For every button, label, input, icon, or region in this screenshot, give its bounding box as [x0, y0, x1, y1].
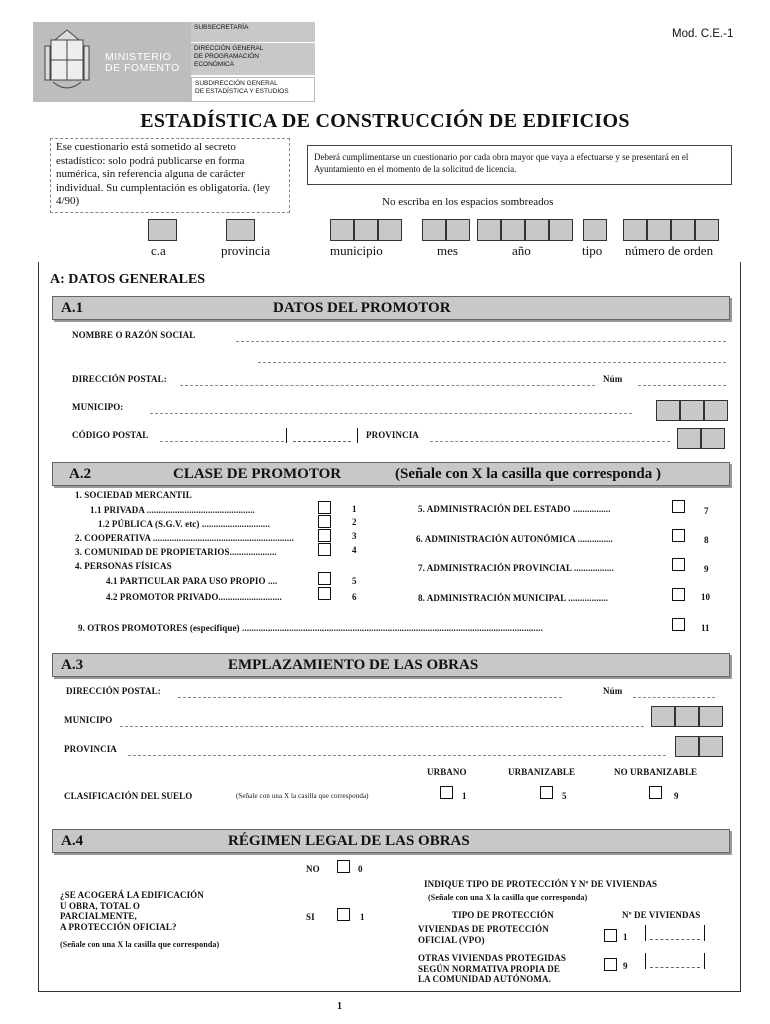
a2-title: CLASE DE PROMOTOR	[173, 466, 342, 482]
a4-otras-num: 9	[623, 961, 628, 971]
code-label-orden: número de orden	[625, 243, 714, 258]
a2-opt-num: 4	[352, 545, 357, 555]
a2-opt-label: 4.2 PROMOTOR PRIVADO...........................	[106, 592, 282, 602]
a4-indique-hint: (Señale con una X la casilla que corresponda)	[428, 893, 588, 902]
a1-cp-label: CÓDIGO POSTAL	[72, 430, 149, 440]
a4-vpo-viviendas-field[interactable]	[645, 925, 705, 941]
coat-of-arms-icon	[43, 26, 95, 98]
a4-indique: INDIQUE TIPO DE PROTECCIÓN Y Nº DE VIVIENDAS	[424, 879, 658, 889]
code-cell	[549, 219, 573, 241]
a2-opt-num: 10	[701, 592, 710, 602]
a2-opt-num: 3	[352, 531, 357, 541]
model-code: Mod. C.E.-1	[672, 28, 734, 40]
a2-checkbox-5[interactable]	[318, 572, 331, 585]
a4-nviv-header: Nº DE VIVIENDAS	[622, 910, 701, 920]
submission-notice: Deberá cumplimentarse un cuestionario por cada obra mayor que vaya a efectuarse y se presentará en el Ayuntamiento en el momento de la solicitud de licencia.	[307, 145, 732, 185]
code-cell	[699, 706, 723, 727]
a2-opt-num: 5	[352, 576, 357, 586]
a4-otras-viviendas-field[interactable]	[645, 953, 705, 969]
a4-vpo-label: VIVIENDAS DE PROTECCIÓN OFICIAL (VPO)	[418, 924, 549, 945]
a1-nombre-field-2[interactable]	[258, 362, 726, 363]
code-cell	[701, 428, 725, 449]
a3-urbanizable-num: 5	[562, 791, 567, 801]
a2-opt-num: 6	[352, 592, 357, 602]
a3-no-urbanizable-num: 9	[674, 791, 679, 801]
a1-municipio-field[interactable]	[150, 413, 632, 414]
a1-nombre-field[interactable]	[236, 341, 726, 342]
a2-opt-label: 4. PERSONAS FÍSICAS	[75, 561, 172, 571]
code-cell	[148, 219, 177, 241]
a3-title: EMPLAZAMIENTO DE LAS OBRAS	[228, 657, 479, 673]
code-label-provincia: provincia	[221, 243, 271, 258]
a2-checkbox-1[interactable]	[318, 501, 331, 514]
subsecretaria: SUBSECRETARÍA	[191, 22, 315, 42]
code-label-anio: año	[512, 243, 531, 258]
a3-header	[52, 653, 730, 677]
a1-direccion-label: DIRECCIÓN POSTAL:	[72, 374, 167, 384]
a3-provincia-field[interactable]	[128, 755, 666, 756]
code-cell	[477, 219, 501, 241]
page-title: ESTADÍSTICA DE CONSTRUCCIÓN DE EDIFICIOS	[140, 110, 630, 132]
a2-checkbox-11[interactable]	[672, 618, 685, 631]
a2-opt-label: 8. ADMINISTRACIÓN MUNICIPAL .................	[418, 593, 609, 603]
code-cell	[623, 219, 647, 241]
a2-hint: (Señale con X la casilla que corresponda )	[395, 466, 661, 482]
a4-otras-checkbox[interactable]	[604, 958, 617, 971]
a1-direccion-field[interactable]	[180, 385, 595, 386]
code-cell	[675, 706, 699, 727]
code-cell	[699, 736, 723, 757]
a4-code: A.4	[61, 833, 84, 849]
a3-urbano-label: URBANO	[427, 767, 467, 777]
a2-opt-num: 2	[352, 517, 357, 527]
code-cell	[671, 219, 695, 241]
a4-no-num: 0	[358, 864, 363, 874]
a3-no-urbanizable-checkbox[interactable]	[649, 786, 662, 799]
section-a-heading: A: DATOS GENERALES	[50, 272, 206, 287]
a1-cp-field[interactable]	[286, 428, 358, 443]
a2-opt-num: 1	[352, 504, 357, 514]
code-label-municipio: municipio	[330, 243, 383, 258]
a3-code: A.3	[61, 657, 84, 673]
code-cell	[647, 219, 671, 241]
a2-opt-label: 2. COOPERATIVA ............................................................	[75, 533, 294, 543]
code-cell	[677, 428, 701, 449]
a1-title: DATOS DEL PROMOTOR	[273, 300, 451, 316]
a3-municipio-field[interactable]	[120, 726, 644, 727]
a4-header	[52, 829, 730, 853]
a2-opt-label: 1.2 PÚBLICA (S.G.V. etc) .............................	[98, 519, 270, 529]
a3-clasificacion-hint: (Señale con una X la casilla que corresponda)	[236, 792, 369, 800]
a2-opt-label: 1.1 PRIVADA ..............................................	[90, 505, 255, 515]
a1-num-label: Núm	[603, 374, 623, 384]
a2-opt-num: 8	[704, 535, 709, 545]
code-cell	[525, 219, 549, 241]
code-label-mes: mes	[437, 243, 458, 258]
a1-nombre-label: NOMBRE O RAZÓN SOCIAL	[72, 330, 196, 340]
page-number: 1	[337, 1001, 342, 1012]
a1-cp-line	[160, 441, 284, 442]
code-cell	[354, 219, 378, 241]
code-cell	[501, 219, 525, 241]
a4-si-num: 1	[360, 912, 365, 922]
a2-checkbox-6[interactable]	[318, 587, 331, 600]
a2-opt-label: 4.1 PARTICULAR PARA USO PROPIO ....	[106, 576, 278, 586]
a3-urbanizable-checkbox[interactable]	[540, 786, 553, 799]
code-cell	[583, 219, 607, 241]
code-cell	[330, 219, 354, 241]
a2-checkbox-8[interactable]	[672, 529, 685, 542]
no-write-note: No escriba en los espacios sombreados	[382, 196, 554, 208]
a2-opt-label: 1. SOCIEDAD MERCANTIL	[75, 490, 192, 500]
a1-municipio-label: MUNICIPO:	[72, 402, 124, 412]
a4-no-checkbox[interactable]	[337, 860, 350, 873]
a2-opt-label: 7. ADMINISTRACIÓN PROVINCIAL .................	[418, 563, 614, 573]
subdireccion-general: SUBDIRECCIÓN GENERAL DE ESTADÍSTICA Y ESTUDIOS	[191, 77, 315, 102]
a2-code: A.2	[69, 466, 92, 482]
code-cell	[680, 400, 704, 421]
a3-urbano-checkbox[interactable]	[440, 786, 453, 799]
a2-checkbox-4[interactable]	[318, 543, 331, 556]
a3-clasificacion-label: CLASIFICACIÓN DEL SUELO	[64, 791, 193, 801]
a4-no-label: NO	[306, 864, 320, 874]
a2-otros-label: 9. OTROS PROMOTORES (especifique) ................................................................................................................................	[78, 623, 543, 633]
code-cell	[656, 400, 680, 421]
a2-checkbox-3[interactable]	[318, 529, 331, 542]
a3-num-label: Núm	[603, 686, 623, 696]
a2-opt-label: 5. ADMINISTRACIÓN DEL ESTADO ................	[418, 504, 611, 514]
a2-otros-num: 11	[701, 623, 710, 633]
code-cell	[651, 706, 675, 727]
code-cell	[226, 219, 255, 241]
code-cell	[695, 219, 719, 241]
code-cell	[378, 219, 402, 241]
code-cell	[704, 400, 728, 421]
a2-checkbox-9[interactable]	[672, 558, 685, 571]
code-cell	[446, 219, 470, 241]
a3-urbanizable-label: URBANIZABLE	[508, 767, 576, 777]
a4-title: RÉGIMEN LEGAL DE LAS OBRAS	[228, 833, 470, 849]
a1-provincia-label: PROVINCIA	[366, 430, 419, 440]
a2-opt-num: 7	[704, 506, 709, 516]
a4-question: ¿SE ACOGERÁ LA EDIFICACIÓN U OBRA, TOTAL O PARCIALMENTE, A PROTECCIÓN OFICIAL?	[60, 890, 204, 932]
a4-question-hint: (Señale con una X la casilla que corresponda)	[60, 940, 220, 949]
a2-header	[52, 462, 730, 486]
a3-num-field[interactable]	[633, 697, 715, 698]
a2-opt-label: 6. ADMINISTRACIÓN AUTONÓMICA ...............	[416, 534, 614, 544]
ministry-logo-block	[33, 22, 191, 102]
a3-urbano-num: 1	[462, 791, 467, 801]
a1-num-field[interactable]	[638, 385, 726, 386]
code-cell	[675, 736, 699, 757]
a3-municipio-label: MUNICIPO	[64, 715, 113, 725]
code-label-ca: c.a	[151, 243, 166, 258]
a2-checkbox-2[interactable]	[318, 515, 331, 528]
a4-si-checkbox[interactable]	[337, 908, 350, 921]
a2-checkbox-7[interactable]	[672, 500, 685, 513]
a1-provincia-field[interactable]	[430, 441, 670, 442]
confidentiality-notice: Ese cuestionario está sometido al secreto estadístico: solo podrá publicarse en forma numérica, sin referencia alguna de carácter individual. Su cumplentación es obligatoria. (ley 4/90)	[50, 138, 290, 213]
code-cell	[422, 219, 446, 241]
a4-otras-label: OTRAS VIVIENDAS PROTEGIDAS SEGÚN NORMATIVA PROPIA DE LA COMUNIDAD AUTÓNOMA.	[418, 953, 566, 984]
a2-opt-label: 3. COMUNIDAD DE PROPIETARIOS....................	[75, 547, 277, 557]
a1-header	[52, 296, 730, 320]
direccion-general: DIRECCIÓN GENERAL DE PROGRAMACIÓN ECONÓMICA	[191, 43, 315, 75]
department-block	[191, 22, 315, 102]
a4-tipo-header: TIPO DE PROTECCIÓN	[452, 910, 554, 920]
a3-direccion-field[interactable]	[178, 697, 562, 698]
code-label-tipo: tipo	[582, 243, 603, 258]
a4-vpo-checkbox[interactable]	[604, 929, 617, 942]
a3-provincia-label: PROVINCIA	[64, 744, 117, 754]
a3-no-urbanizable-label: NO URBANIZABLE	[614, 767, 698, 777]
ministry-name: MINISTERIO DE FOMENTO	[105, 51, 180, 74]
a4-si-label: SI	[306, 912, 315, 922]
a4-vpo-num: 1	[623, 932, 628, 942]
a3-direccion-label: DIRECCIÓN POSTAL:	[66, 686, 161, 696]
a2-checkbox-10[interactable]	[672, 588, 685, 601]
a2-opt-num: 9	[704, 564, 709, 574]
a1-code: A.1	[61, 300, 84, 316]
